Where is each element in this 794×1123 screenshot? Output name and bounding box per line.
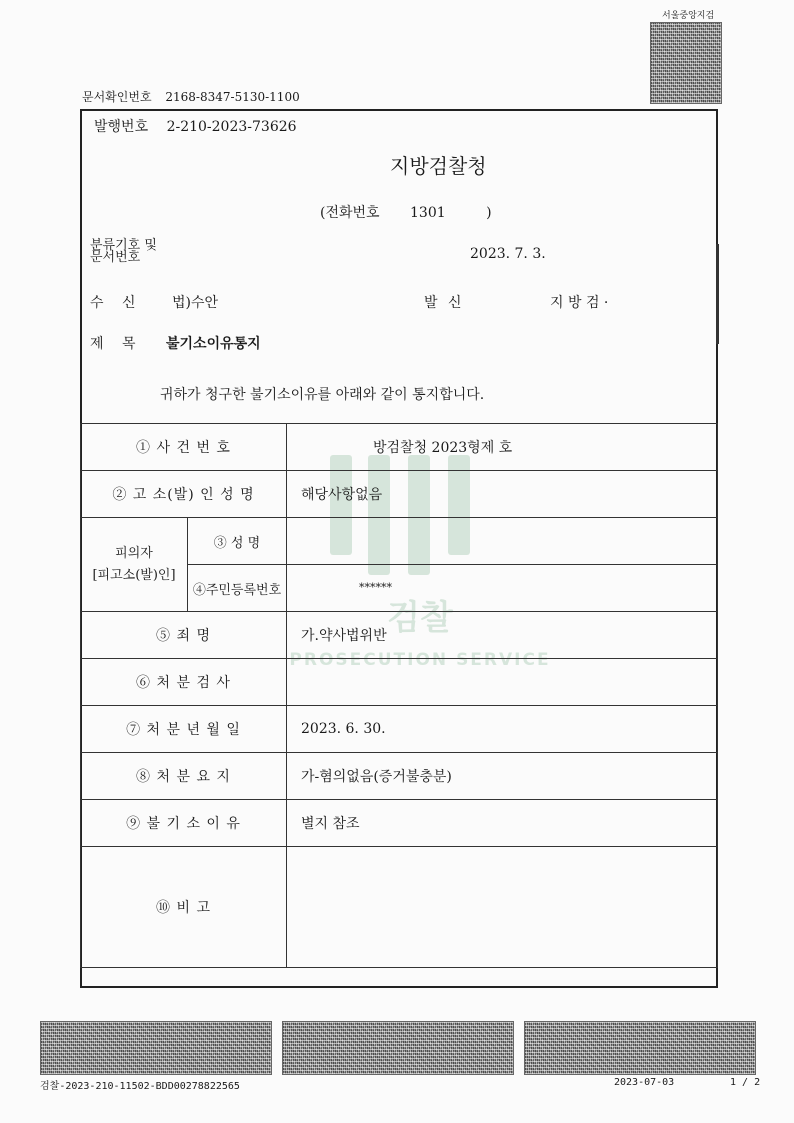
disposition-gist-value: 가-혐의없음(증거불충분) bbox=[287, 753, 718, 800]
verification-barcode bbox=[650, 22, 722, 104]
watermark-korean: 검찰 bbox=[387, 598, 453, 638]
table-row bbox=[81, 706, 718, 753]
recipient-value: 법)수안 bbox=[172, 295, 219, 311]
disposition-date-label: ⑦ 처 분 년 월 일 bbox=[81, 706, 287, 753]
offense-value: 가.약사법위반 bbox=[287, 612, 718, 659]
doc-confirm-line bbox=[82, 88, 300, 105]
classification-label-line1: 분류기호 및 bbox=[90, 238, 157, 253]
document-date: 2023. 7. 3. bbox=[470, 246, 546, 262]
classification-label bbox=[90, 240, 157, 264]
complainant-value: 해당사항없음 bbox=[287, 471, 718, 518]
footer-doc-code: 검찰-2023-210-11502-BDD00278822565 bbox=[40, 1081, 240, 1092]
phone-line bbox=[320, 202, 492, 222]
table-row bbox=[81, 659, 718, 706]
watermark-english: PROSECUTION SERVICE bbox=[289, 650, 551, 670]
table-row bbox=[81, 847, 718, 968]
doc-confirm-number: 2168-8347-5130-1100 bbox=[165, 90, 300, 104]
scan-edge-mark bbox=[716, 244, 719, 344]
intro-text: 귀하가 청구한 불기소이유를 아래와 같이 통지합니다. bbox=[160, 387, 485, 403]
complainant-label: ② 고 소(발) 인 성 명 bbox=[81, 471, 287, 518]
prosecutor-label: ⑥ 처 분 검 사 bbox=[81, 659, 287, 706]
issue-line bbox=[94, 116, 297, 136]
court-stamp-label: 서울중앙지검 bbox=[662, 11, 715, 21]
table-row bbox=[81, 471, 718, 518]
prosecutor-value bbox=[287, 659, 718, 706]
classification-label-line2: 문서번호 bbox=[90, 250, 141, 265]
case-no-label: ① 사 건 번 호 bbox=[81, 424, 287, 471]
suspect-id-value: ****** bbox=[287, 565, 718, 612]
footer-barcode-2 bbox=[282, 1021, 514, 1075]
suspect-id-label: ④주민등록번호 bbox=[188, 565, 287, 612]
sender-label: 발 신 bbox=[424, 295, 462, 311]
recipient-label: 수 신 bbox=[90, 295, 136, 311]
disposition-gist-label: ⑧ 처 분 요 지 bbox=[81, 753, 287, 800]
offense-label: ⑤ 죄 명 bbox=[81, 612, 287, 659]
disposition-date-value: 2023. 6. 30. bbox=[287, 706, 718, 753]
notice-table bbox=[80, 423, 718, 968]
sender-value: 지 방 검 · bbox=[550, 295, 609, 311]
issue-label: 발행번호 bbox=[94, 119, 149, 135]
table-row bbox=[81, 753, 718, 800]
footer-barcode-1 bbox=[40, 1021, 272, 1075]
remark-label: ⑩ 비 고 bbox=[81, 847, 287, 968]
phone-number: 1301 bbox=[410, 205, 446, 221]
suspect-group-label bbox=[81, 518, 188, 612]
non-prosecution-reason-value: 별지 참조 bbox=[287, 800, 718, 847]
suspect-group-line1: 피의자 bbox=[115, 545, 153, 561]
suspect-name-label: ③ 성 명 bbox=[188, 518, 287, 565]
footer-print-date: 2023-07-03 bbox=[614, 1077, 675, 1088]
suspect-name-value bbox=[287, 518, 718, 565]
doc-confirm-label: 문서확인번호 bbox=[82, 90, 152, 104]
subject-label: 제 목 bbox=[90, 336, 136, 352]
org-title: 지방검찰청 bbox=[390, 154, 487, 178]
non-prosecution-reason-label: ⑨ 불 기 소 이 유 bbox=[81, 800, 287, 847]
subject-value: 불기소이유통지 bbox=[166, 336, 261, 352]
footer-page-number: 1 / 2 bbox=[730, 1077, 761, 1088]
issue-number: 2-210-2023-73626 bbox=[166, 119, 297, 135]
phone-close: ) bbox=[486, 205, 492, 221]
table-row bbox=[81, 424, 718, 471]
remark-value bbox=[287, 847, 718, 968]
phone-open: (전화번호 bbox=[320, 205, 380, 221]
footer-barcode-3 bbox=[524, 1021, 756, 1075]
table-row bbox=[81, 612, 718, 659]
table-row bbox=[81, 518, 718, 565]
suspect-group-line2: [피고소(발)인] bbox=[92, 567, 176, 583]
case-no-value: 방검찰청 2023형제 호 bbox=[287, 424, 718, 471]
table-row bbox=[81, 800, 718, 847]
